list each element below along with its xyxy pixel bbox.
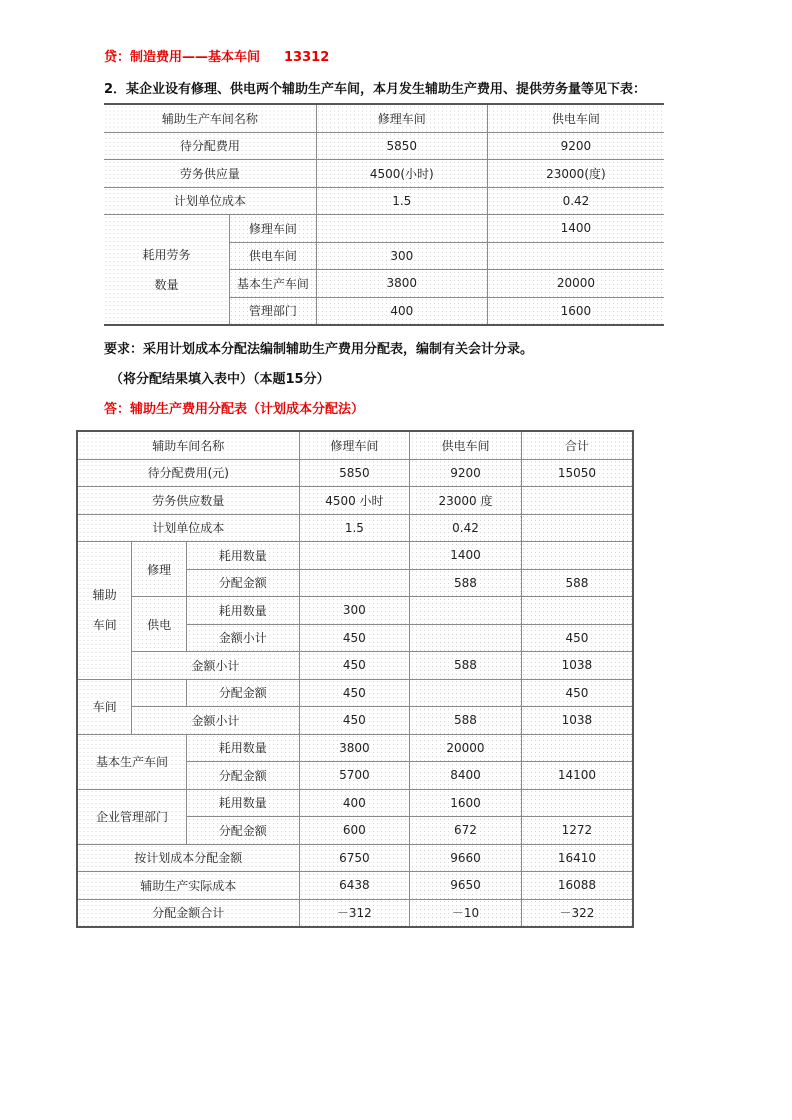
- table-cell: －312: [299, 899, 410, 927]
- table-cell: 1.5: [316, 187, 487, 215]
- table-cell: [521, 514, 633, 542]
- table-cell: 15050: [521, 459, 633, 487]
- table-row: [77, 542, 633, 570]
- table-cell: 16410: [521, 844, 633, 872]
- power-label: 供电: [132, 597, 187, 652]
- table-cell: 分配金额: [187, 679, 300, 707]
- table-row: [77, 872, 633, 900]
- table-cell: 450: [299, 652, 410, 680]
- table-cell: 供电车间: [487, 104, 664, 132]
- credit-entry-amount: 13312: [284, 50, 330, 65]
- table-cell: 金额小计: [187, 624, 300, 652]
- question-text: 2．某企业设有修理、供电两个辅助生产车间，本月发生辅助生产费用、提供劳务量等见下表：: [104, 82, 647, 97]
- table-cell: 450: [299, 679, 410, 707]
- table-cell: 修理车间: [229, 215, 316, 243]
- repair-label: 修理: [132, 542, 187, 597]
- table-cell: 耗用数量: [187, 597, 300, 625]
- table-cell: 3800: [299, 734, 410, 762]
- table-cell: 金额小计: [132, 707, 299, 735]
- answer-title: 答：辅助生产费用分配表（计划成本分配法）: [104, 402, 365, 417]
- table-cell: 5850: [299, 459, 410, 487]
- table-row: [77, 899, 633, 927]
- table-cell: 劳务供应数量: [77, 487, 299, 515]
- table-cell: －322: [521, 899, 633, 927]
- table-cell: 4500 小时: [299, 487, 410, 515]
- table-cell: 9650: [410, 872, 522, 900]
- table-row: [77, 652, 633, 680]
- table-cell: [521, 789, 633, 817]
- table-cell: [410, 679, 522, 707]
- table-cell: 588: [410, 652, 522, 680]
- table-cell: [410, 597, 522, 625]
- table-cell: [521, 734, 633, 762]
- table-cell: 辅助车间名称: [77, 431, 299, 459]
- table-cell: 劳务供应量: [104, 160, 316, 188]
- table-cell: 400: [299, 789, 410, 817]
- table-cell: 1400: [487, 215, 664, 243]
- table-cell: 450: [521, 624, 633, 652]
- table-row: [104, 132, 664, 160]
- table-row: [104, 215, 664, 243]
- table-cell: 修理车间: [299, 431, 410, 459]
- table-cell: 1038: [521, 707, 633, 735]
- table-cell: 供电车间: [229, 242, 316, 270]
- group-label-line: 耗用劳务: [142, 247, 191, 262]
- table-cell: 400: [316, 297, 487, 325]
- basic-workshop-label: 基本生产车间: [77, 734, 187, 789]
- table-cell: [487, 242, 664, 270]
- table-cell: 待分配费用: [104, 132, 316, 160]
- table-cell: 5850: [316, 132, 487, 160]
- table-cell: 300: [299, 597, 410, 625]
- table-cell: 9660: [410, 844, 522, 872]
- table-cell: 600: [299, 817, 410, 845]
- table-cell: 合计: [521, 431, 633, 459]
- table-cell: 分配金额合计: [77, 899, 299, 927]
- table-cell: 分配金额: [187, 817, 300, 845]
- table-cell: 16088: [521, 872, 633, 900]
- table-cell: 辅助生产实际成本: [77, 872, 299, 900]
- table-cell: 1.5: [299, 514, 410, 542]
- table-cell: 耗用数量: [187, 789, 300, 817]
- table-row: [77, 789, 633, 817]
- credit-entry-line: [104, 46, 329, 65]
- table-cell: 修理车间: [316, 104, 487, 132]
- table-cell: 基本生产车间: [229, 270, 316, 298]
- table-cell: 588: [410, 569, 522, 597]
- table-cell: 6438: [299, 872, 410, 900]
- table-cell: 450: [299, 707, 410, 735]
- group-label-cell: [104, 215, 229, 326]
- table-row: [77, 431, 633, 459]
- table-cell: [521, 487, 633, 515]
- table-cell: [132, 679, 187, 707]
- table-row: [77, 597, 633, 625]
- table-cell: 1600: [410, 789, 522, 817]
- table-cell: 300: [316, 242, 487, 270]
- group-label-line: 数量: [154, 277, 179, 292]
- table-row: [77, 459, 633, 487]
- given-data-table: [104, 103, 664, 326]
- table-row: [77, 487, 633, 515]
- table-cell: 1600: [487, 297, 664, 325]
- table-row: [77, 734, 633, 762]
- table-cell: 1272: [521, 817, 633, 845]
- aux-label-line: 车间: [92, 618, 117, 633]
- table-cell: [521, 597, 633, 625]
- table-cell: 20000: [487, 270, 664, 298]
- requirement-text: 要求：采用计划成本分配法编制辅助生产费用分配表，编制有关会计分录。: [104, 342, 534, 357]
- table-cell: 3800: [316, 270, 487, 298]
- table-cell: 1038: [521, 652, 633, 680]
- table-cell: [299, 569, 410, 597]
- table-cell: 588: [521, 569, 633, 597]
- table-cell: －10: [410, 899, 522, 927]
- table-cell: 计划单位成本: [77, 514, 299, 542]
- table-cell: 23000 度: [410, 487, 522, 515]
- table-cell: 672: [410, 817, 522, 845]
- table-cell: 450: [521, 679, 633, 707]
- table-cell: 6750: [299, 844, 410, 872]
- table-cell: 9200: [487, 132, 664, 160]
- table-cell: [316, 215, 487, 243]
- table-cell: 供电车间: [410, 431, 522, 459]
- table-cell: 23000(度): [487, 160, 664, 188]
- table-row: [104, 187, 664, 215]
- table-cell: 20000: [410, 734, 522, 762]
- allocation-table: [76, 430, 634, 928]
- table-cell: 0.42: [410, 514, 522, 542]
- table-cell: [410, 624, 522, 652]
- table-cell: 9200: [410, 459, 522, 487]
- aux-group-label: [77, 542, 132, 680]
- table-cell: 分配金额: [187, 569, 300, 597]
- table-cell: 按计划成本分配金额: [77, 844, 299, 872]
- table-cell: 14100: [521, 762, 633, 790]
- workshop-label: 车间: [77, 679, 132, 734]
- note-text: （将分配结果填入表中）（本题15分）: [110, 372, 330, 387]
- table-cell: [521, 542, 633, 570]
- table-cell: 待分配费用(元): [77, 459, 299, 487]
- table-row: [104, 160, 664, 188]
- credit-entry-text: 贷：制造费用——基本车间: [104, 50, 261, 65]
- table-cell: 5700: [299, 762, 410, 790]
- table-cell: 8400: [410, 762, 522, 790]
- table-cell: 管理部门: [229, 297, 316, 325]
- table-row: [77, 679, 633, 707]
- table-cell: 450: [299, 624, 410, 652]
- table-cell: 0.42: [487, 187, 664, 215]
- table-cell: 计划单位成本: [104, 187, 316, 215]
- aux-label-line: 辅助: [92, 588, 117, 603]
- table-cell: 耗用数量: [187, 734, 300, 762]
- table-cell: 辅助生产车间名称: [104, 104, 316, 132]
- table-cell: 金额小计: [132, 652, 299, 680]
- table-row: [77, 514, 633, 542]
- table-cell: 4500(小时): [316, 160, 487, 188]
- table-cell: 588: [410, 707, 522, 735]
- table-cell: [299, 542, 410, 570]
- table-row: [77, 844, 633, 872]
- table-cell: 分配金额: [187, 762, 300, 790]
- table-cell: 耗用数量: [187, 542, 300, 570]
- table-cell: 1400: [410, 542, 522, 570]
- table-row: [104, 104, 664, 132]
- management-label: 企业管理部门: [77, 789, 187, 844]
- table-row: [77, 707, 633, 735]
